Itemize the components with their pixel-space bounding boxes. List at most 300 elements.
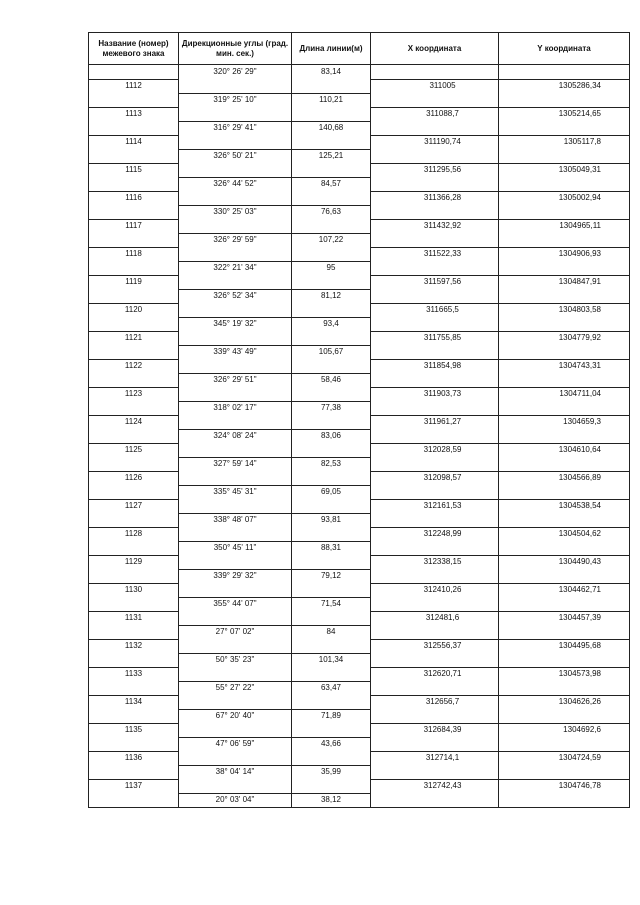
x-cell [371,205,499,219]
point-row [89,611,630,625]
segment-row [89,513,630,527]
x-coordinate-cell: 311366,28 [371,191,499,205]
point-name-cell: 1133 [89,667,179,681]
angle-cell [179,611,292,625]
length-cell [292,499,371,513]
angle-cell [179,247,292,261]
point-name-cell: 1131 [89,611,179,625]
point-name-cell: 1115 [89,163,179,177]
x-coordinate-cell: 312161,53 [371,499,499,513]
angle-cell: 47° 06' 59" [179,737,292,751]
x-coordinate-cell: 311903,73 [371,387,499,401]
x-cell [371,289,499,303]
segment-row [89,457,630,471]
name-cell [89,541,179,555]
angle-cell: 316° 29' 41" [179,121,292,135]
angle-cell [179,499,292,513]
point-name-cell: 1127 [89,499,179,513]
angle-cell: 339° 43' 49" [179,345,292,359]
length-cell: 76,63 [292,205,371,219]
y-cell [499,597,630,611]
point-row [89,79,630,93]
x-coordinate-cell: 311088,7 [371,107,499,121]
y-coordinate-cell: 1304457,39 [499,611,630,625]
angle-cell [179,779,292,793]
length-cell: 101,34 [292,653,371,667]
y-cell [499,513,630,527]
table-header-row [89,33,630,65]
header-x: X координата [371,33,499,65]
segment-row [89,121,630,135]
name-cell [89,485,179,499]
point-row [89,667,630,681]
angle-cell: 326° 52' 34" [179,289,292,303]
x-cell [371,373,499,387]
length-cell [292,163,371,177]
x-coordinate-cell: 311961,27 [371,415,499,429]
angle-cell [179,555,292,569]
length-cell: 88,31 [292,541,371,555]
x-cell [371,597,499,611]
segment-row [89,401,630,415]
point-name-cell: 1113 [89,107,179,121]
y-cell [499,261,630,275]
table-body [89,65,630,808]
angle-cell: 326° 29' 51" [179,373,292,387]
length-cell [292,107,371,121]
x-cell [371,345,499,359]
y-cell [499,541,630,555]
point-row [89,555,630,569]
angle-cell [179,331,292,345]
point-row [89,695,630,709]
x-cell [371,541,499,555]
point-row [89,499,630,513]
name-cell [89,317,179,331]
x-coordinate-cell: 311005 [371,79,499,93]
x-coordinate-cell: 311190,74 [371,135,499,149]
segment-row [89,569,630,583]
angle-cell: 338° 48' 07" [179,513,292,527]
name-cell [89,121,179,135]
name-cell [89,93,179,107]
x-coordinate-cell: 312714,1 [371,751,499,765]
length-cell: 93,81 [292,513,371,527]
x-cell [371,233,499,247]
y-cell [499,93,630,107]
angle-cell: 326° 50' 21" [179,149,292,163]
x-coordinate-cell: 312410,26 [371,583,499,597]
segment-row [89,345,630,359]
point-name-cell: 1120 [89,303,179,317]
length-cell: 125,21 [292,149,371,163]
segment-row [89,793,630,808]
point-name-cell: 1130 [89,583,179,597]
point-row [89,219,630,233]
y-coordinate-cell: 1304566,89 [499,471,630,485]
length-cell [292,527,371,541]
length-cell [292,387,371,401]
x-cell [371,793,499,808]
point-row [89,135,630,149]
angle-cell [179,667,292,681]
y-cell [499,289,630,303]
length-cell: 58,46 [292,373,371,387]
name-cell [89,793,179,808]
length-cell: 95 [292,261,371,275]
y-coordinate-cell: 1304779,92 [499,331,630,345]
y-cell [499,709,630,723]
length-cell: 71,89 [292,709,371,723]
length-cell [292,79,371,93]
length-cell: 43,66 [292,737,371,751]
name-cell [89,709,179,723]
x-cell [371,429,499,443]
y-coordinate-cell: 1304659,3 [499,415,630,429]
point-row [89,331,630,345]
y-coordinate-cell: 1305049,31 [499,163,630,177]
point-row [89,639,630,653]
name-cell [89,597,179,611]
angle-cell [179,639,292,653]
segment-row [89,177,630,191]
point-row [89,247,630,261]
angle-cell: 320° 26' 29" [179,65,292,80]
y-coordinate-cell: 1304724,59 [499,751,630,765]
point-row [89,443,630,457]
x-cell [371,737,499,751]
point-name-cell: 1128 [89,527,179,541]
angle-cell [179,135,292,149]
x-coordinate-cell: 311295,56 [371,163,499,177]
angle-cell [179,219,292,233]
header-y: Y координата [499,33,630,65]
length-cell [292,247,371,261]
length-cell: 84,57 [292,177,371,191]
point-name-cell: 1125 [89,443,179,457]
angle-cell [179,359,292,373]
x-cell [371,121,499,135]
name-cell [89,765,179,779]
point-name-cell: 1129 [89,555,179,569]
name-cell [89,233,179,247]
angle-cell: 345° 19' 32" [179,317,292,331]
x-cell [371,93,499,107]
length-cell [292,779,371,793]
point-name-cell: 1136 [89,751,179,765]
y-cell [499,569,630,583]
segment-row [89,289,630,303]
x-coordinate-cell: 311755,85 [371,331,499,345]
y-coordinate-cell: 1304746,78 [499,779,630,793]
x-cell [371,709,499,723]
angle-cell [179,387,292,401]
length-cell: 63,47 [292,681,371,695]
y-coordinate-cell: 1304504,62 [499,527,630,541]
point-row [89,163,630,177]
name-cell [89,737,179,751]
length-cell: 105,67 [292,345,371,359]
angle-cell: 355° 44' 07" [179,597,292,611]
y-coordinate-cell: 1305002,94 [499,191,630,205]
length-cell [292,471,371,485]
length-cell [292,191,371,205]
x-cell [371,317,499,331]
x-coordinate-cell: 312656,7 [371,695,499,709]
segment-row [89,653,630,667]
length-cell: 110,21 [292,93,371,107]
y-coordinate-cell: 1304803,58 [499,303,630,317]
angle-cell: 319° 25' 10" [179,93,292,107]
x-cell [371,569,499,583]
y-coordinate-cell: 1304462,71 [499,583,630,597]
angle-cell [179,443,292,457]
y-cell [499,485,630,499]
name-cell [89,177,179,191]
y-coordinate-cell: 1304711,04 [499,387,630,401]
y-cell [499,737,630,751]
angle-cell [179,751,292,765]
point-name-cell: 1126 [89,471,179,485]
x-coordinate-cell: 312338,15 [371,555,499,569]
x-coordinate-cell: 311597,56 [371,275,499,289]
point-row [89,779,630,793]
angle-cell: 38° 04' 14" [179,765,292,779]
x-cell [371,653,499,667]
name-cell [89,513,179,527]
length-cell: 84 [292,625,371,639]
y-coordinate-cell: 1304495,68 [499,639,630,653]
y-cell [499,401,630,415]
point-name-cell: 1118 [89,247,179,261]
name-cell [89,149,179,163]
x-coordinate-cell: 312684,39 [371,723,499,737]
y-cell [499,793,630,808]
y-cell [499,429,630,443]
name-cell [89,569,179,583]
name-cell [89,681,179,695]
x-cell [371,149,499,163]
length-cell: 71,54 [292,597,371,611]
angle-cell [179,583,292,597]
angle-cell: 322° 21' 34" [179,261,292,275]
y-coordinate-cell: 1304573,98 [499,667,630,681]
x-coordinate-cell: 311522,33 [371,247,499,261]
point-row [89,107,630,121]
length-cell [292,415,371,429]
length-cell: 35,99 [292,765,371,779]
segment-row [89,317,630,331]
angle-cell [179,303,292,317]
angle-cell: 339° 29' 32" [179,569,292,583]
y-coordinate-cell: 1304610,64 [499,443,630,457]
y-cell [499,205,630,219]
y-cell [499,625,630,639]
length-cell: 83,06 [292,429,371,443]
angle-cell: 50° 35' 23" [179,653,292,667]
x-cell [371,765,499,779]
y-cell [499,149,630,163]
x-cell [371,513,499,527]
length-cell [292,303,371,317]
angle-cell: 67° 20' 40" [179,709,292,723]
point-row [89,471,630,485]
length-cell: 83,14 [292,65,371,80]
angle-cell: 20° 03' 04" [179,793,292,808]
name-cell [89,345,179,359]
angle-cell [179,723,292,737]
point-name-cell: 1119 [89,275,179,289]
angle-cell: 330° 25' 03" [179,205,292,219]
y-cell [499,233,630,247]
segment-row [89,373,630,387]
name-cell [89,401,179,415]
point-row [89,359,630,373]
point-name-cell: 1124 [89,415,179,429]
length-cell: 140,68 [292,121,371,135]
length-cell [292,583,371,597]
length-cell [292,331,371,345]
name-cell [89,261,179,275]
y-coordinate-cell: 1304965,11 [499,219,630,233]
y-cell [499,317,630,331]
name-cell [89,205,179,219]
point-name-cell: 1134 [89,695,179,709]
segment-row [89,485,630,499]
header-name: Название (номер) межевого знака [89,33,179,65]
length-cell [292,275,371,289]
x-coordinate-cell: 311665,5 [371,303,499,317]
angle-cell [179,275,292,289]
point-row [89,527,630,541]
x-coordinate-cell: 312028,59 [371,443,499,457]
x-coordinate-cell: 311432,92 [371,219,499,233]
segment-row [89,93,630,107]
point-name-cell: 1112 [89,79,179,93]
y-cell [499,765,630,779]
point-name-cell: 1117 [89,219,179,233]
point-name-cell: 1132 [89,639,179,653]
x-cell [371,177,499,191]
length-cell [292,695,371,709]
point-row [89,275,630,289]
segment-row [89,765,630,779]
y-coordinate-cell: 1304847,91 [499,275,630,289]
y-coordinate-cell: 1304906,93 [499,247,630,261]
length-cell [292,359,371,373]
point-name-cell: 1137 [89,779,179,793]
angle-cell: 350° 45' 11" [179,541,292,555]
point-row [89,751,630,765]
y-coordinate-cell: 1304490,43 [499,555,630,569]
y-cell [499,681,630,695]
length-cell: 81,12 [292,289,371,303]
angle-cell: 327° 59' 14" [179,457,292,471]
length-cell [292,723,371,737]
name-cell [89,429,179,443]
segment-row [89,149,630,163]
segment-row [89,261,630,275]
point-row [89,387,630,401]
y-cell [499,345,630,359]
point-name-cell: 1123 [89,387,179,401]
y-coordinate-cell: 1305117,8 [499,135,630,149]
name-cell [89,373,179,387]
length-cell: 69,05 [292,485,371,499]
point-row [89,303,630,317]
y-cell [499,65,630,80]
length-cell [292,667,371,681]
point-name-cell: 1114 [89,135,179,149]
boundary-coordinates-table [88,32,630,808]
length-cell [292,639,371,653]
y-cell [499,121,630,135]
point-name-cell: 1122 [89,359,179,373]
angle-cell [179,471,292,485]
point-row [89,191,630,205]
x-cell [371,457,499,471]
point-name-cell: 1135 [89,723,179,737]
point-row [89,723,630,737]
length-cell [292,443,371,457]
x-cell [371,65,499,80]
angle-cell: 55° 27' 22" [179,681,292,695]
x-coordinate-cell: 312742,43 [371,779,499,793]
length-cell: 77,38 [292,401,371,415]
name-cell [89,653,179,667]
length-cell: 107,22 [292,233,371,247]
point-name-cell: 1116 [89,191,179,205]
segment-row [89,625,630,639]
segment-row [89,233,630,247]
x-cell [371,625,499,639]
length-cell [292,751,371,765]
name-cell [89,289,179,303]
angle-cell: 318° 02' 17" [179,401,292,415]
point-row [89,583,630,597]
angle-cell [179,415,292,429]
x-coordinate-cell: 312481,6 [371,611,499,625]
segment-row [89,65,630,80]
length-cell: 82,53 [292,457,371,471]
x-cell [371,485,499,499]
length-cell [292,219,371,233]
x-coordinate-cell: 312556,37 [371,639,499,653]
header-angle: Дирекционные углы (град. мин. сек.) [179,33,292,65]
x-coordinate-cell: 312248,99 [371,527,499,541]
angle-cell [179,163,292,177]
point-name-cell: 1121 [89,331,179,345]
y-coordinate-cell: 1304692,6 [499,723,630,737]
y-cell [499,653,630,667]
angle-cell: 324° 08' 24" [179,429,292,443]
segment-row [89,429,630,443]
x-coordinate-cell: 312620,71 [371,667,499,681]
segment-row [89,597,630,611]
y-coordinate-cell: 1305214,65 [499,107,630,121]
y-coordinate-cell: 1304538,54 [499,499,630,513]
segment-row [89,205,630,219]
length-cell [292,611,371,625]
angle-cell [179,695,292,709]
y-coordinate-cell: 1304743,31 [499,359,630,373]
coordinates-sheet [88,32,624,808]
angle-cell [179,191,292,205]
length-cell: 79,12 [292,569,371,583]
y-cell [499,177,630,191]
angle-cell [179,79,292,93]
x-coordinate-cell: 311854,98 [371,359,499,373]
